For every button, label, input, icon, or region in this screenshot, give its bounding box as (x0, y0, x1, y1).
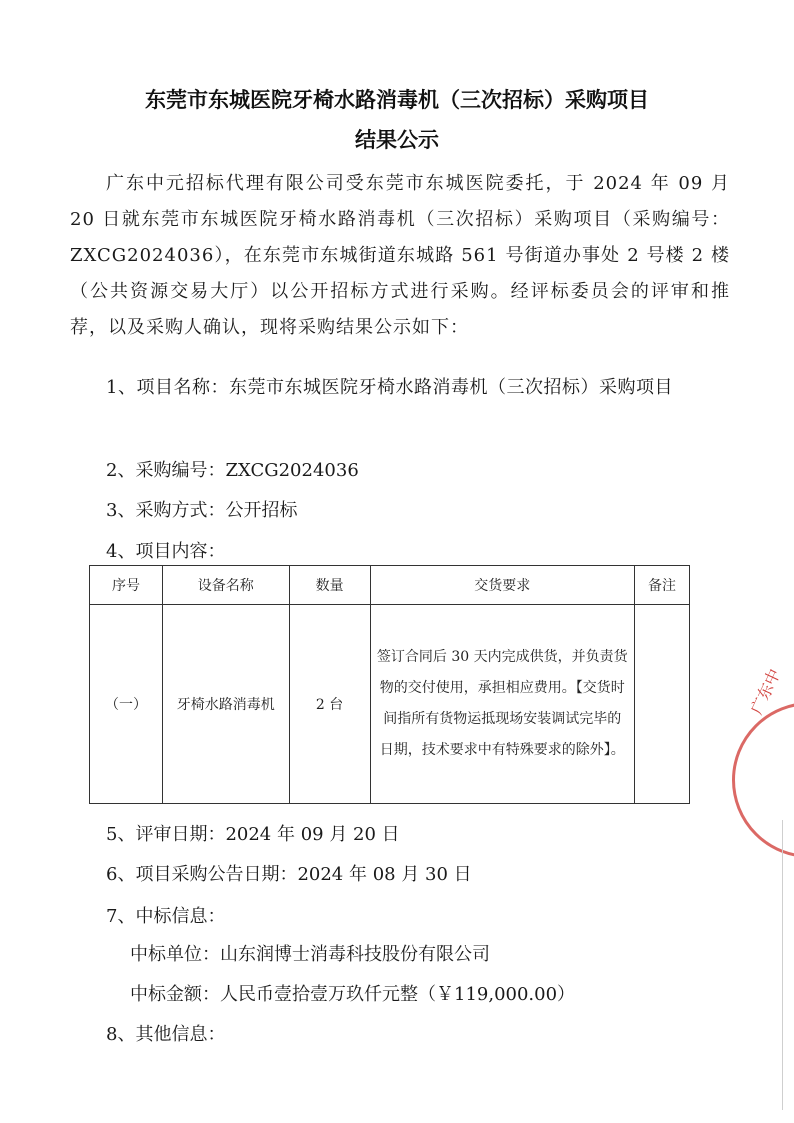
item-project-name: 1、项目名称：东莞市东城医院牙椅水路消毒机（三次招标）采购项目 (106, 377, 673, 398)
cell-no: （一） (90, 605, 163, 804)
winner-amount: 中标金额：人民币壹拾壹万玖仟元整（￥119,000.00） (130, 984, 576, 1005)
winner-unit: 中标单位：山东润博士消毒科技股份有限公司 (130, 944, 490, 965)
items-table (89, 565, 690, 804)
table-row (90, 605, 690, 804)
page-edge-line (782, 820, 783, 1110)
header-note: 备注 (635, 566, 690, 605)
item-winner-info: 7、中标信息： (106, 906, 226, 927)
item-other: 8、其他信息： (106, 1024, 226, 1045)
header-no: 序号 (90, 566, 163, 605)
cell-qty: 2 台 (289, 605, 370, 804)
item-announce-date: 6、项目采购公告日期：2024 年 08 月 30 日 (106, 864, 472, 885)
item-content: 4、项目内容： (106, 541, 226, 562)
cell-note (635, 605, 690, 804)
header-req: 交货要求 (370, 566, 635, 605)
intro-paragraph: 广东中元招标代理有限公司受东莞市东城医院委托，于 2024 年 09 月 20 日就东莞市东城医院牙椅水路消毒机（三次招标）采购项目（采购编号：ZXCG2024036），在东莞市东城街道东城路 561 号街道办事处 2 号楼 2 楼（公共资源交易大厅）以公开招标方式进行采购。经评标委员会的评审和推荐，以及采购人确认，现将采购结果公示如下： (70, 173, 730, 338)
item-review-date: 5、评审日期：2024 年 09 月 20 日 (106, 824, 400, 845)
cell-name: 牙椅水路消毒机 (162, 605, 289, 804)
document-subtitle: 结果公示 (355, 128, 439, 152)
official-seal (732, 702, 794, 858)
document-title: 东莞市东城医院牙椅水路消毒机（三次招标）采购项目 (145, 88, 649, 112)
header-name: 设备名称 (162, 566, 289, 605)
seal-text: 广东中 (746, 665, 785, 718)
header-qty: 数量 (289, 566, 370, 605)
item-code: 2、采购编号：ZXCG2024036 (106, 460, 359, 481)
cell-req: 签订合同后 30 天内完成供货，并负责货物的交付使用，承担相应费用。【交货时间指所有货物运抵现场安装调试完毕的日期，技术要求中有特殊要求的除外】。 (370, 605, 635, 804)
item-method: 3、采购方式：公开招标 (106, 500, 298, 521)
table-header-row (90, 566, 690, 605)
